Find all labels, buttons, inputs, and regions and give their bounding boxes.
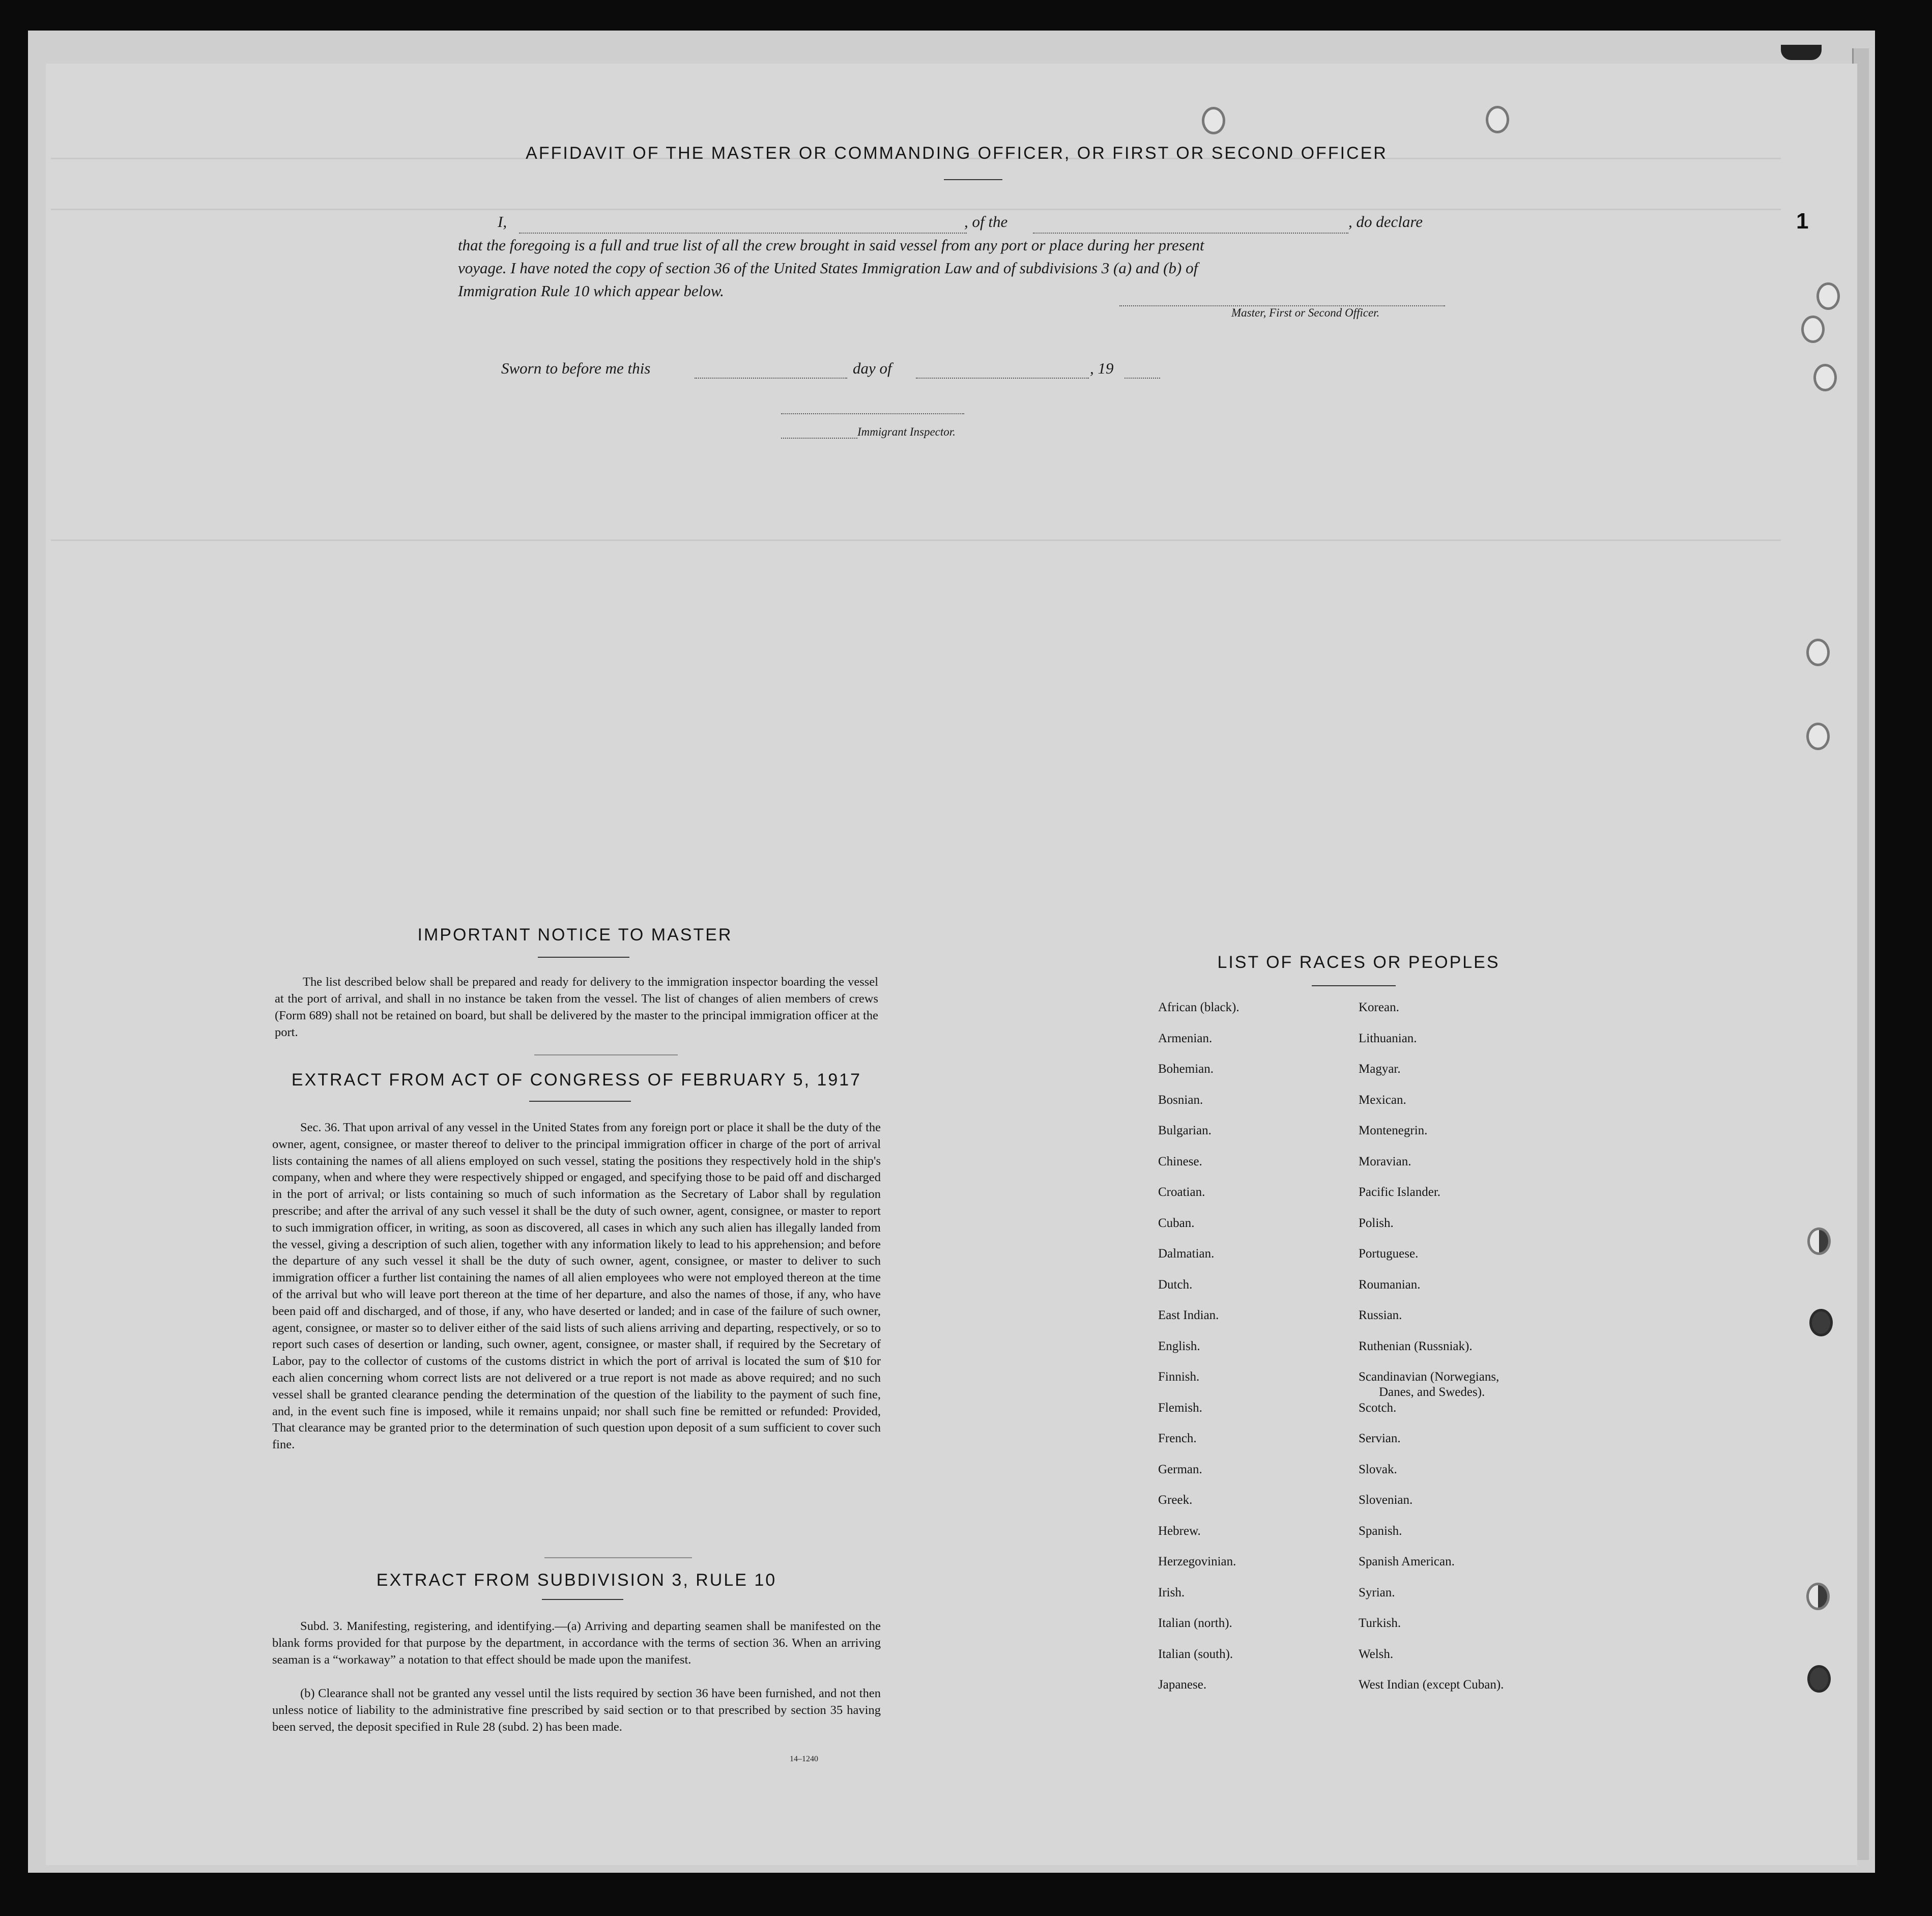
binding-hole — [1807, 1227, 1831, 1255]
affidavit-text-declare: , do declare — [1348, 213, 1423, 231]
race-item: Lithuanian. — [1359, 1032, 1417, 1045]
race-item: Turkish. — [1359, 1616, 1401, 1630]
act-extract-title: EXTRACT FROM ACT OF CONGRESS OF FEBRUARY 5, 1917 — [291, 1070, 862, 1090]
affidavit-text-line2: that the foregoing is a full and true list of all the crew brought in said vessel from any port or place during her present — [458, 236, 1204, 254]
binding-hole — [1813, 364, 1837, 391]
race-item: Croatian. — [1158, 1185, 1205, 1199]
race-item: English. — [1158, 1339, 1200, 1353]
race-item: Slovak. — [1359, 1463, 1397, 1476]
affidavit-text-line3: voyage. I have noted the copy of section 36 of the United States Immigration Law and of subdivisions 3 (a) and (b) of — [458, 259, 1198, 277]
binding-hole — [1202, 107, 1225, 134]
race-item: Syrian. — [1359, 1586, 1395, 1599]
inspector-caption: Immigrant Inspector. — [857, 425, 956, 438]
race-item: Mexican. — [1359, 1093, 1406, 1107]
affidavit-title-rule — [944, 179, 1002, 180]
races-title: LIST OF RACES OR PEOPLES — [1217, 953, 1500, 972]
race-item: Italian (north). — [1158, 1616, 1232, 1630]
notice-title: IMPORTANT NOTICE TO MASTER — [417, 925, 733, 945]
race-item: German. — [1158, 1463, 1202, 1476]
officer-name-blank[interactable] — [519, 232, 967, 234]
race-item: Italian (south). — [1158, 1647, 1233, 1661]
affidavit-text-i: I, — [498, 213, 507, 231]
day-of-text: day of — [853, 359, 892, 377]
race-item: Roumanian. — [1359, 1278, 1421, 1292]
race-item: Cuban. — [1158, 1216, 1195, 1230]
race-item: Hebrew. — [1158, 1524, 1201, 1538]
race-item: Welsh. — [1359, 1647, 1394, 1661]
sworn-month-blank[interactable] — [916, 377, 1089, 379]
binding-hole — [1806, 723, 1830, 750]
race-item: Danes, and Swedes). — [1379, 1385, 1485, 1399]
binding-hole — [1801, 316, 1825, 343]
binding-hole — [1816, 282, 1840, 310]
affidavit-text-line4: Immigration Rule 10 which appear below. — [458, 282, 724, 300]
binding-hole — [1806, 639, 1830, 666]
race-item: Slovenian. — [1359, 1493, 1413, 1507]
act-extract-title-rule — [529, 1101, 631, 1102]
race-item: Greek. — [1158, 1493, 1193, 1507]
document-page — [46, 64, 1857, 1865]
binding-hole — [1809, 1309, 1833, 1336]
race-item: Irish. — [1158, 1586, 1185, 1599]
sworn-text: Sworn to before me this — [501, 359, 651, 377]
race-item: West Indian (except Cuban). — [1359, 1678, 1504, 1692]
act-section-36-text: Sec. 36. That upon arrival of any vessel in the United States from any foreign port or place it shall be the duty of the owner, agent, consignee, or master thereof to deliver to the principal immigration officer in charge of the port of arrival lists containing the names of all aliens employed on such vessel, stating the positions they respectively hold in the ship's company, when and where they were respectively shipped or engaged, and specifying those to be paid off and discharged in the port of arrival; or lists containing so much of such information as the Secretary of Labor shall by regulation prescribe; and after the arrival of any such vessel it shall be the duty of such owner, agent, consignee, or master to report to such immigration officer, in writing, as soon as discovered, all cases in which any such alien has illegally landed from the vessel, giving a description of such alien, together with any information likely to lead to his apprehension; and before the departure of any such vessel it shall be the duty of such owner, agent, consignee, or master to deliver to such immigration officer a further list containing the names of all alien employees who were not employed thereon at the time of the arrival but who will leave port thereon at the time of her departure, and also the names of those, if any, who have been paid off and discharged, and of those, if any, who have deserted or landed; and in case of the failure of such owner, agent, consignee, or master so to deliver either of the said lists of such aliens arriving and departing, respectively, or so to report such cases of desertion or landing, such owner, agent, consignee, or master shall, if required by the Secretary of Labor, pay to the collector of customs of the customs district in which the port of arrival is located the sum of $10 for each alien concerning whom correct lists are not delivered or a true report is not made as above required; and no such vessel shall be granted clearance pending the determination of the question of the liability to the payment of such fine, and, in the event such fine is imposed, while it remains unpaid; nor shall such fine be remitted or refunded: Provided, That clearance may be granted prior to the determination of such question upon deposit of a sum sufficient to cover such fine. — [272, 1121, 881, 1452]
race-item: Armenian. — [1158, 1032, 1213, 1045]
year-text: , 19 — [1090, 359, 1114, 377]
race-item: Spanish American. — [1359, 1555, 1455, 1568]
affidavit-title: AFFIDAVIT OF THE MASTER OR COMMANDING OFFICER, OR FIRST OR SECOND OFFICER — [526, 144, 1388, 163]
binding-hole — [1807, 1665, 1831, 1693]
form-number: 14–1240 — [790, 1755, 818, 1763]
affidavit-text-of-the: , of the — [964, 213, 1008, 231]
race-item: Flemish. — [1158, 1401, 1202, 1415]
race-item: Herzegovinian. — [1158, 1555, 1236, 1568]
race-item: French. — [1158, 1432, 1197, 1445]
race-item: Polish. — [1359, 1216, 1394, 1230]
notice-separator — [534, 1054, 678, 1055]
rule-extract-title-rule — [542, 1599, 623, 1600]
rule-subdivision-a-text: Subd. 3. Manifesting, registering, and identifying.—(a) Arriving and departing seamen shall be manifested on the blank forms provided for that purpose by the department, in accordance with the terms of section 36. When an arriving seaman is a “workaway” a notation to that effect should be made upon the manifest. — [272, 1619, 881, 1667]
race-item: Bulgarian. — [1158, 1124, 1212, 1137]
race-item: Spanish. — [1359, 1524, 1402, 1538]
race-item: Pacific Islander. — [1359, 1185, 1441, 1199]
bleed-through-line — [51, 209, 1781, 210]
race-item: Japanese. — [1158, 1678, 1207, 1692]
vessel-name-blank[interactable] — [1033, 232, 1348, 234]
race-item: East Indian. — [1158, 1308, 1219, 1322]
inspector-signature-blank[interactable] — [781, 412, 964, 414]
sworn-day-blank[interactable] — [695, 377, 847, 379]
sworn-year-blank[interactable] — [1124, 377, 1160, 379]
race-item: Korean. — [1359, 1000, 1399, 1014]
notice-title-rule — [538, 957, 629, 958]
races-title-rule — [1312, 985, 1396, 986]
rule-extract-title: EXTRACT FROM SUBDIVISION 3, RULE 10 — [376, 1570, 777, 1590]
race-item: Bosnian. — [1158, 1093, 1203, 1107]
race-item: Montenegrin. — [1359, 1124, 1428, 1137]
inspector-signature-blank-lower[interactable] — [781, 437, 857, 439]
race-item: Chinese. — [1158, 1155, 1202, 1168]
race-item: Dalmatian. — [1158, 1247, 1215, 1261]
binding-hole — [1806, 1583, 1830, 1610]
race-item: Russian. — [1359, 1308, 1402, 1322]
race-item: Scotch. — [1359, 1401, 1397, 1415]
race-item: Ruthenian (Russniak). — [1359, 1339, 1473, 1353]
race-item: Bohemian. — [1158, 1062, 1214, 1076]
binder-tab — [1781, 45, 1822, 60]
race-item: Servian. — [1359, 1432, 1401, 1445]
bleed-through-line — [51, 539, 1781, 541]
race-item: Magyar. — [1359, 1062, 1401, 1076]
rule-subdivision-b-text: (b) Clearance shall not be granted any vessel until the lists required by section 36 have been furnished, and not then unless notice of liability to the administrative fine prescribed by said section or to that prescribed by section 35 having been served, the deposit specified in Rule 28 (subd. 2) has been made. — [272, 1686, 881, 1734]
act-extract-separator — [544, 1557, 692, 1558]
notice-text: The list described below shall be prepared and ready for delivery to the immigration inspector boarding the vessel at the port of arrival, and shall in no instance be taken from the vessel. The list of changes of alien members of crews (Form 689) shall not be retained on board, but shall be delivered by the master to the principal immigration officer at the port. — [275, 975, 878, 1039]
race-item: Portuguese. — [1359, 1247, 1419, 1261]
binding-hole — [1486, 106, 1509, 133]
master-signature-caption: Master, First or Second Officer. — [1231, 306, 1380, 319]
race-item: Moravian. — [1359, 1155, 1411, 1168]
race-item: Scandinavian (Norwegians, — [1359, 1370, 1500, 1384]
race-item: Finnish. — [1158, 1370, 1200, 1384]
race-item: African (black). — [1158, 1000, 1239, 1014]
race-item: Dutch. — [1158, 1278, 1193, 1292]
page-number: 1 — [1796, 209, 1809, 234]
